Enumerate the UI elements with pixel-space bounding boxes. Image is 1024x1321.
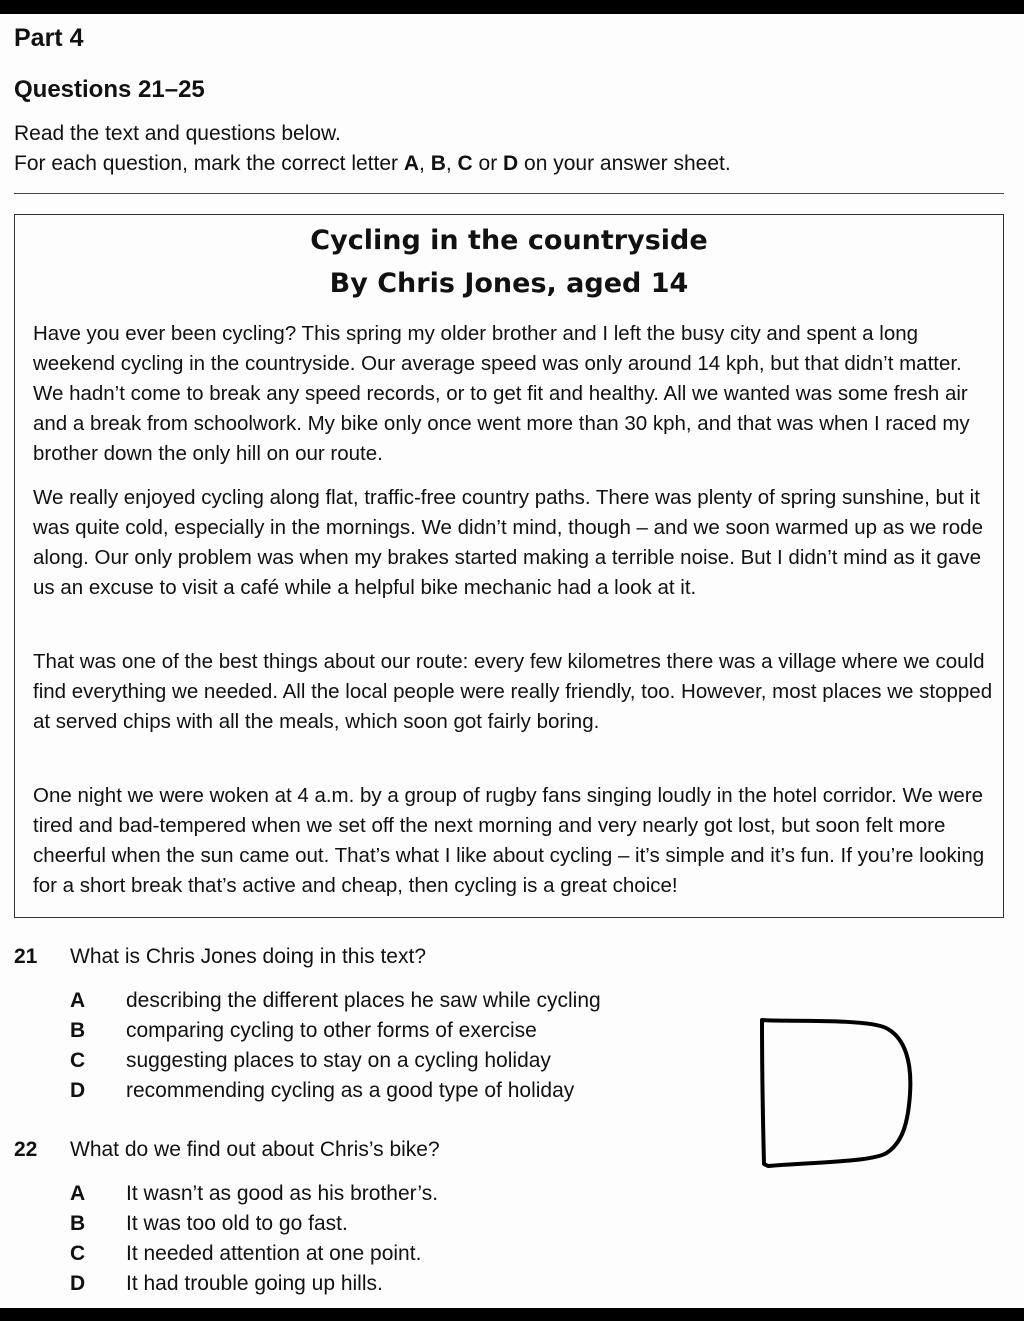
option-text: It had trouble going up hills.	[126, 1272, 383, 1295]
reading-text-box	[14, 214, 1004, 918]
article-paragraph: We really enjoyed cycling along flat, traffic-free country paths. There was plenty of spring sunshine, but it was quite cold, especially in the mornings. We didn’t mind, though – and we soon warmed up as we rode along. Our only problem was when my brakes started making a terrible noise. But I didn’t mind as it gave us an excuse to visit a café while a helpful bike mechanic had a look at it.	[33, 486, 983, 599]
article-paragraph: Have you ever been cycling? This spring my older brother and I left the busy city and spent a long weekend cycling in the countryside. Our average speed was only around 14 kph, but that didn’t matter. We hadn’t come to break any speed records, or to get fit and healthy. All we wanted was some fresh air and a break from schoolwork. My bike only once went more than 30 kph, and that was when I raced my brother down the only hill on our route.	[33, 322, 970, 465]
question-stem: What do we find out about Chris’s bike?	[70, 1138, 440, 1161]
option-letter: D	[70, 1272, 86, 1295]
option-text: It was too old to go fast.	[126, 1212, 348, 1235]
instruction-text: For each question, mark the correct letter	[14, 152, 404, 175]
question-number: 22	[14, 1138, 38, 1161]
option-letter: B	[70, 1212, 86, 1235]
exam-page	[0, 14, 1024, 1308]
option-letter: C	[70, 1049, 86, 1072]
instruction-line-2	[14, 152, 731, 176]
option-letter: D	[70, 1079, 86, 1102]
instruction-letter-b: B	[430, 152, 446, 175]
question-stem: What is Chris Jones doing in this text?	[70, 945, 426, 968]
divider	[14, 193, 1004, 194]
article-byline: By Chris Jones, aged 14	[329, 268, 689, 299]
instruction-sep: ,	[445, 152, 458, 175]
instruction-text: on your answer sheet.	[518, 152, 731, 175]
instruction-line-1: Read the text and questions below.	[14, 122, 341, 145]
option-text: comparing cycling to other forms of exercise	[126, 1019, 537, 1042]
option-letter: B	[70, 1019, 86, 1042]
instruction-letter-c: C	[457, 152, 473, 175]
option-text: suggesting places to stay on a cycling holiday	[126, 1049, 551, 1072]
option-text: describing the different places he saw while cycling	[126, 989, 601, 1012]
handwritten-answer-d	[756, 1014, 918, 1174]
questions-range: Questions 21–25	[14, 76, 205, 103]
instruction-letter-a: A	[403, 152, 420, 175]
instruction-letter-d: D	[503, 152, 519, 175]
option-text: It needed attention at one point.	[126, 1242, 422, 1265]
option-text: It wasn’t as good as his brother’s.	[126, 1182, 439, 1205]
article-paragraph: That was one of the best things about our route: every few kilometres there was a village where we could find everything we needed. All the local people were really friendly, too. However, most places we stopped at served chips with all the meals, which soon got fairly boring.	[33, 650, 993, 733]
question-number: 21	[14, 945, 38, 968]
option-text: recommending cycling as a good type of holiday	[126, 1079, 575, 1102]
article-paragraph: One night we were woken at 4 a.m. by a group of rugby fans singing loudly in the hotel corridor. We were tired and bad-tempered when we set off the next morning and very nearly got lost, but soon felt more cheerful when the sun came out. That’s what I like about cycling – it’s simple and it’s fun. If you’re looking for a short break that’s active and cheap, then cycling is a great choice!	[33, 784, 985, 897]
option-letter: C	[70, 1242, 86, 1265]
option-letter: A	[70, 989, 86, 1012]
part-title: Part 4	[14, 24, 84, 52]
instruction-sep: ,	[419, 152, 431, 175]
option-letter: A	[70, 1182, 86, 1205]
article-title: Cycling in the countryside	[310, 225, 708, 256]
instruction-or: or	[472, 152, 504, 175]
